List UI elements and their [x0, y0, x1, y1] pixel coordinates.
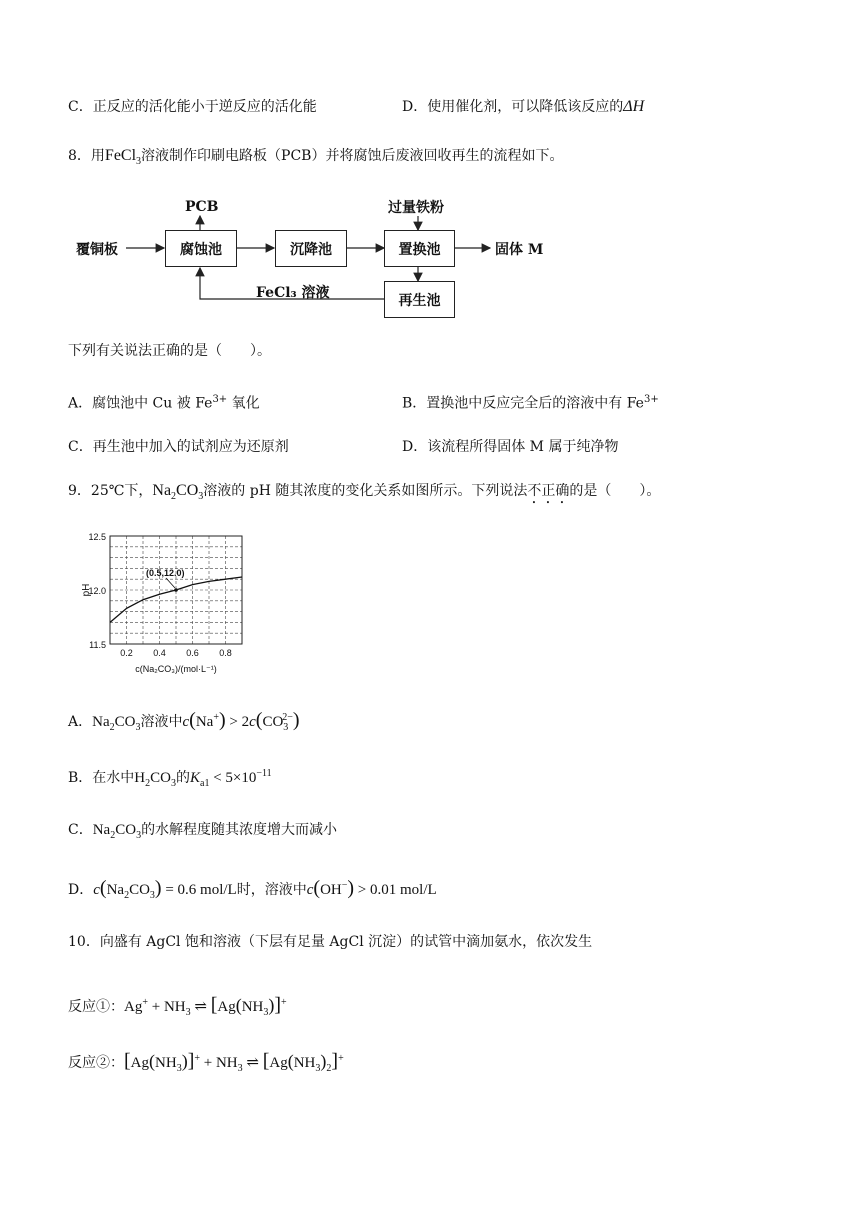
q9-stem: 9．25℃下，$Na_2CO_3$溶液的 pH 随其浓度的变化关系如图所示。下列说法不正确的是（ ）。: [68, 482, 661, 503]
q8-question: 下列有关说法正确的是（ ）。: [68, 343, 271, 359]
q9-option-a: A．$Na_2CO_3$溶液中$c(Na^+) > 2c(CO_3^{2-})$: [68, 709, 300, 733]
q8-stem-formula: FeCl$_3$: [104, 147, 142, 168]
flow-input-label: 覆铜板: [76, 242, 118, 258]
flow-replacement-tank: 置换池: [384, 230, 455, 267]
q10-reaction-1: 反应①：$Ag^+ + NH_3$ ⇌ $[Ag(NH_3)]^+$: [68, 994, 287, 1018]
x-tick-label: 0.6: [186, 648, 199, 658]
q7-option-c: C．正反应的活化能小于逆反应的活化能: [68, 99, 317, 115]
q9-option-c: C．$Na_2CO_3$的水解程度随其浓度增大而减小: [68, 822, 338, 841]
flow-regeneration-tank: 再生池: [384, 281, 455, 318]
q8-option-d: D．该流程所得固体 M 属于纯净物: [402, 439, 619, 455]
x-tick-label: 0.2: [120, 648, 133, 658]
y-axis-label: pH: [81, 583, 92, 597]
annotation-point: [174, 588, 178, 592]
q8-flow-diagram: [0, 0, 860, 330]
q10-reaction-2: 反应②：$[Ag(NH_3)]^+ + NH_3$ ⇌ $[Ag(NH_3)_2]^+$: [68, 1050, 344, 1074]
q8-option-a: A．腐蚀池中 Cu 被 $Fe^{3+}$ 氧化: [68, 394, 260, 412]
q8-stem-prefix: 8．用: [68, 148, 105, 164]
x-tick-label: 0.4: [153, 648, 166, 658]
q8-stem-suffix: 溶液制作印刷电路板（PCB）并将腐蚀后废液回收再生的流程如下。: [141, 148, 564, 164]
q9-option-b: B．在水中$H_2CO_3$的$K_{a1} < 5\times 10^{-11}$: [68, 768, 272, 789]
flow-iron-label: 过量铁粉: [388, 200, 444, 216]
x-axis-label: c(Na₂CO₃)/(mol·L⁻¹): [135, 664, 217, 674]
y-tick-label: 11.5: [89, 640, 106, 650]
q9-chart: [75, 528, 255, 683]
q10-stem: 10．向盛有 AgCl 饱和溶液（下层有足量 AgCl 沉淀）的试管中滴加氨水，依次发生: [68, 934, 593, 950]
q7-option-d-symbol: ΔH: [623, 98, 645, 115]
q8-option-c: C．再生池中加入的试剂应为还原剂: [68, 439, 289, 455]
q9-emphasis: 不正确: [527, 483, 570, 499]
flow-settling-tank: 沉降池: [275, 230, 347, 267]
annotation-label: (0.5,12.0): [146, 568, 185, 578]
flow-corrosion-tank: 腐蚀池: [165, 230, 237, 267]
q9-option-d: D．$c(Na_2CO_3) = 0.6$ mol/L时，溶液中c(OH−) > 0.01 mol/L: [68, 877, 437, 901]
ph-chart-svg: [75, 528, 255, 683]
flow-fecl3-label: FeCl₃ 溶液: [256, 285, 330, 301]
y-tick-label: 12.5: [88, 532, 106, 542]
flow-output-label: 固体 M: [495, 242, 544, 258]
flow-pcb-label: PCB: [185, 199, 219, 215]
y-tick-label: 12.0: [88, 586, 106, 596]
q7-option-d-text: D．使用催化剂，可以降低该反应的: [402, 99, 624, 115]
x-tick-label: 0.8: [219, 648, 232, 658]
q8-option-b: B．置换池中反应完全后的溶液中有 $Fe^{3+}$: [402, 394, 659, 412]
